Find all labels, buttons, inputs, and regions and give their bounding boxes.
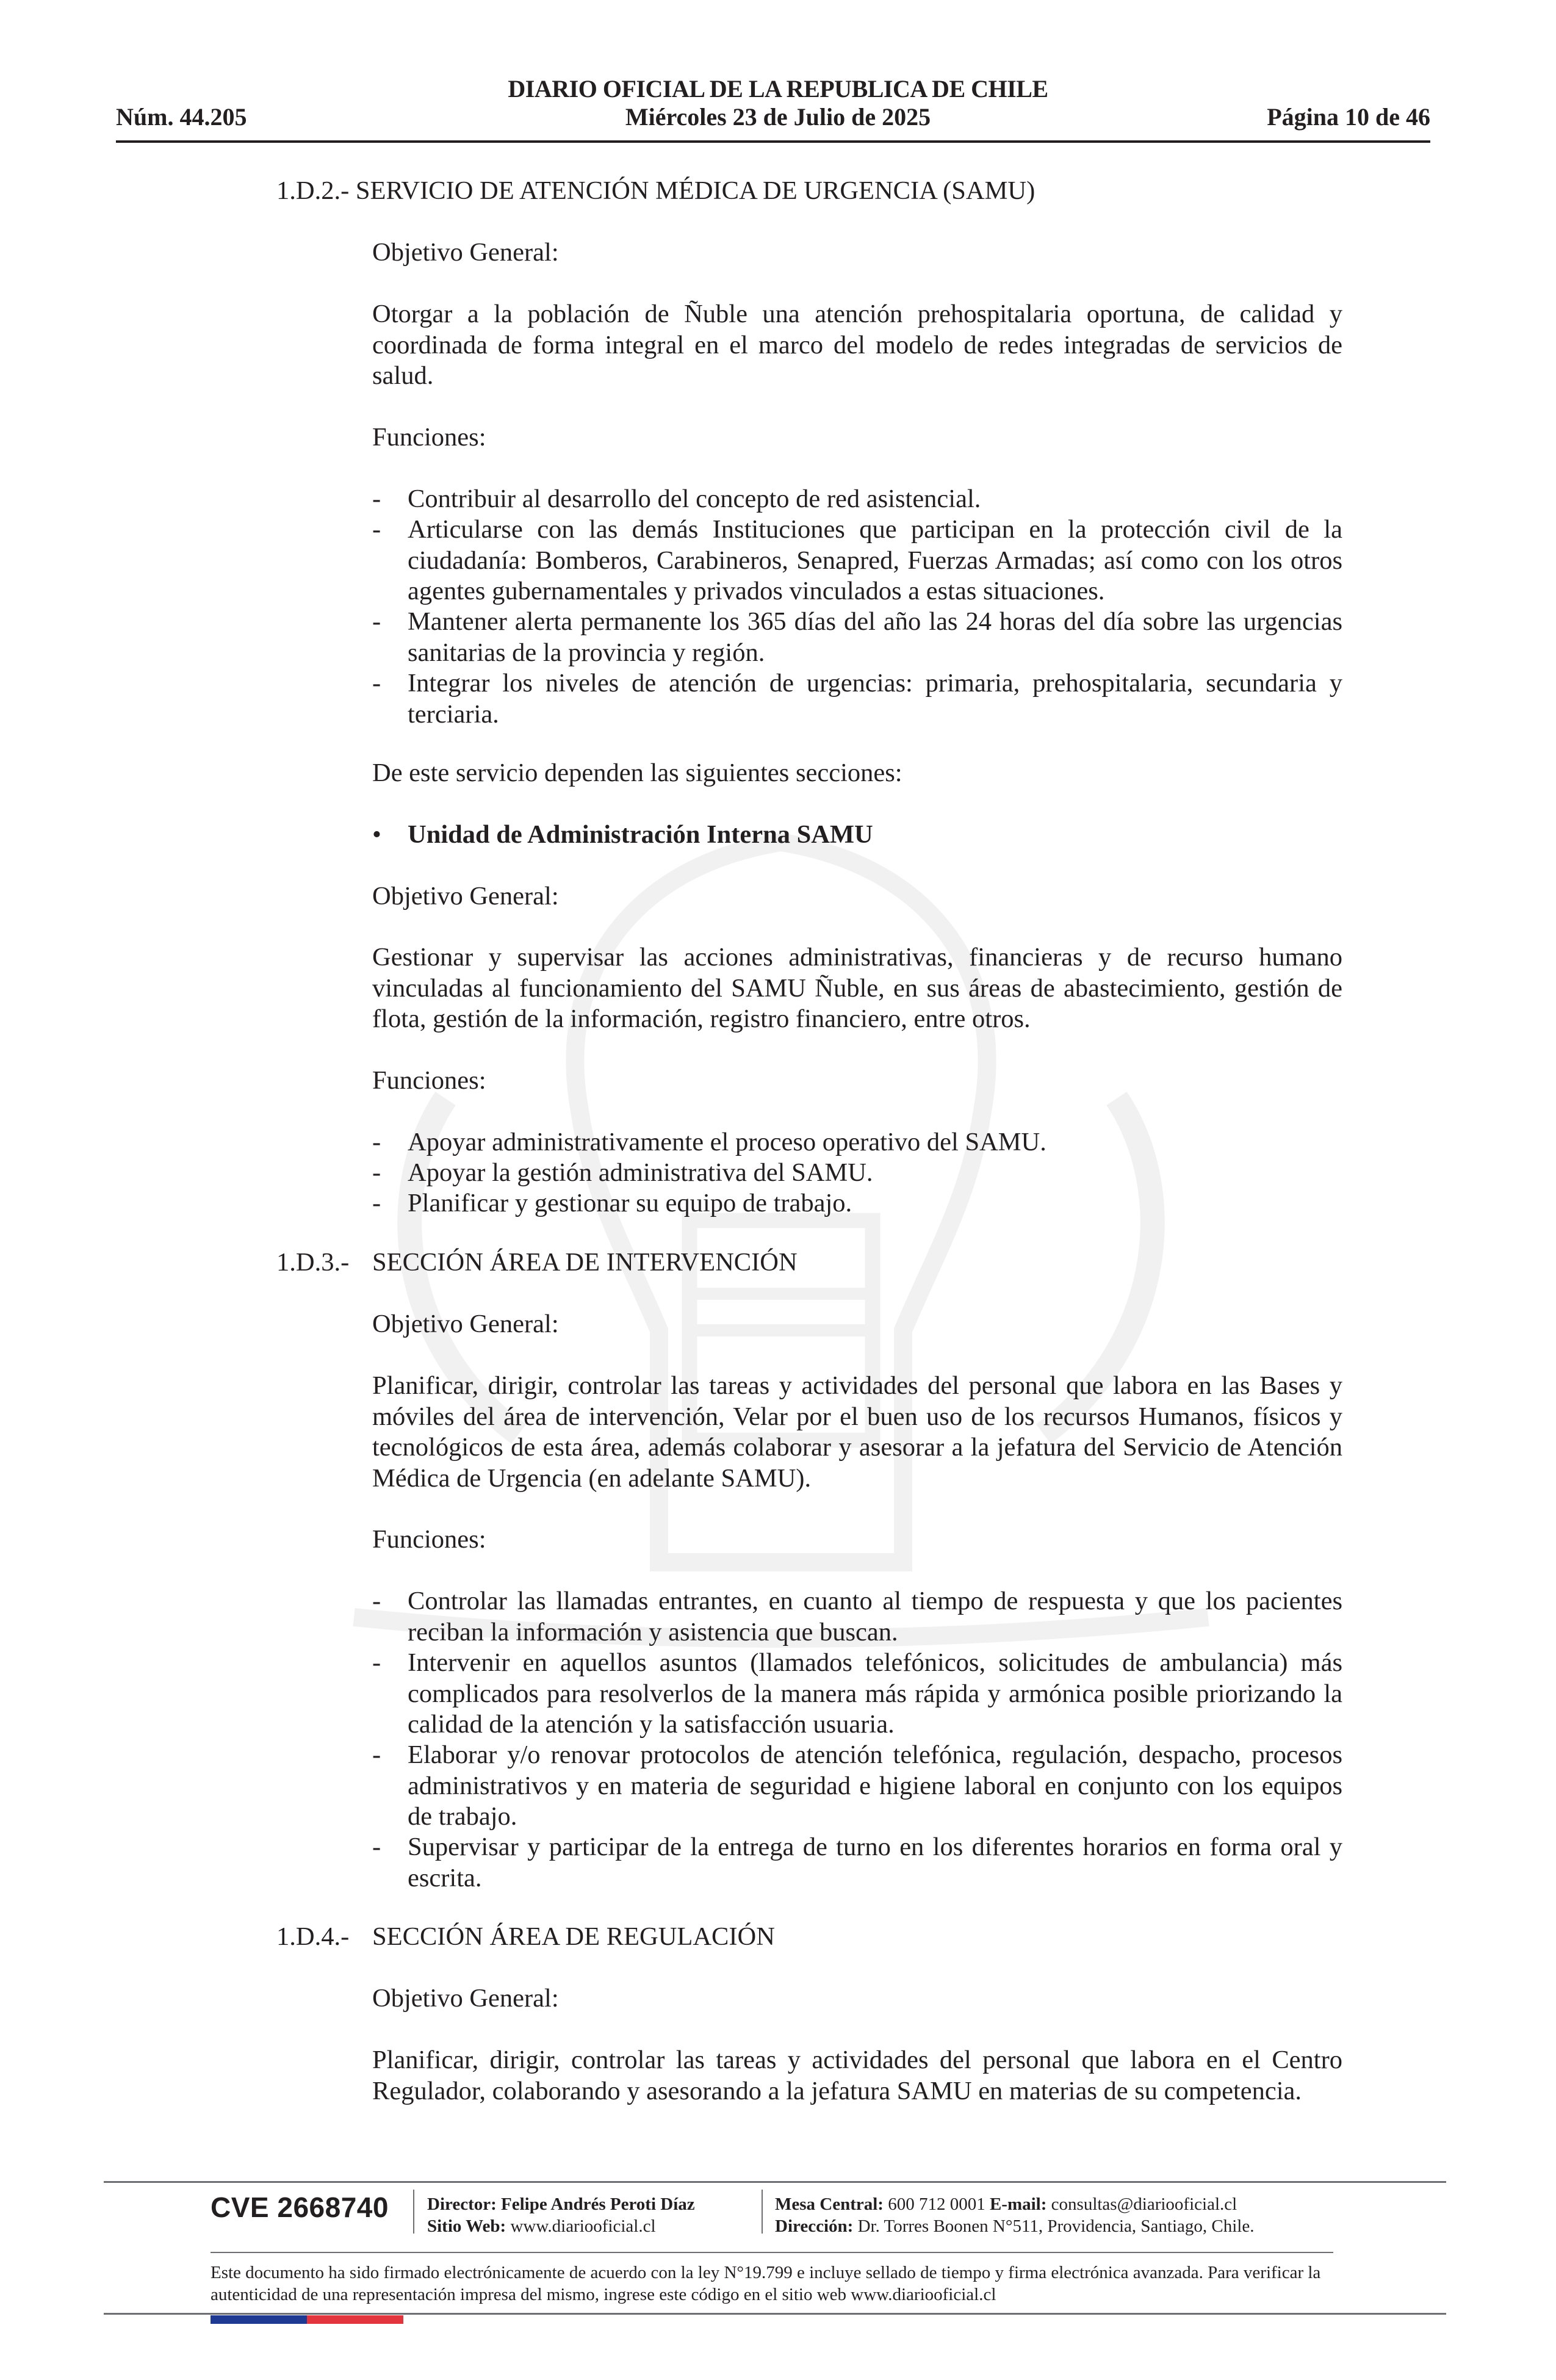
dependents-text: De este servicio dependen las siguientes secciones: xyxy=(372,759,902,787)
newspaper-title: DIARIO OFICIAL DE LA REPUBLICA DE CHILE xyxy=(508,75,1048,103)
website-link[interactable]: www.diariooficial.cl xyxy=(510,2216,656,2236)
issue-number: Núm. 44.205 xyxy=(116,103,247,131)
list-item: - Controlar las llamadas entrantes, en cuanto al tiempo de respuesta y que los pacientes reciban la información y asistencia que buscan. xyxy=(372,1587,1342,1646)
legal-notice: Este documento ha sido firmado electrónicamente de acuerdo con la ley N°19.799 e incluye sellado de tiempo y firma electrónica avanzada. Para verificar la autenticidad de una representación impresa del mismo, ingrese este código en el sitio web www.diariooficial.cl xyxy=(211,2263,1321,2304)
section-heading-regulacion: 1.D.4.- SECCIÓN ÁREA DE REGULACIÓN xyxy=(276,1922,775,1951)
objective-label: Objetivo General: xyxy=(372,1984,559,2013)
flag-stripe-blue xyxy=(211,2315,307,2324)
section-heading-samu: 1.D.2.- SERVICIO DE ATENCIÓN MÉDICA DE URGENCIA (SAMU) xyxy=(276,176,1036,205)
objective-text: Otorgar a la población de Ñuble una atención prehospitalaria oportuna, de calidad y coordinada de forma integral en el marco del modelo de redes integradas de servicios de salud. xyxy=(372,300,1342,390)
list-item: - Mantener alerta permanente los 365 días del año las 24 horas del día sobre las urgencias sanitarias de la provincia y región. xyxy=(372,607,1342,667)
footer-separator xyxy=(762,2190,763,2234)
footer-divider-bottom xyxy=(104,2313,1446,2315)
list-item: - Elaborar y/o renovar protocolos de atención telefónica, regulación, despacho, procesos administrativos y en materia de seguridad e higiene laboral en conjunto con los equipos de trabajo. xyxy=(372,1740,1342,1831)
page-number: Página 10 de 46 xyxy=(1267,103,1430,131)
flag-stripe-red xyxy=(307,2315,403,2324)
list-item: - Planificar y gestionar su equipo de trabajo. xyxy=(372,1189,852,1217)
list-item: - Supervisar y participar de la entrega de turno en los diferentes horarios en forma oral y escrita. xyxy=(372,1833,1342,1892)
email-link[interactable]: consultas@diariooficial.cl xyxy=(1051,2194,1237,2214)
objective-label: Objetivo General: xyxy=(372,882,559,911)
footer-divider-middle xyxy=(211,2252,1333,2253)
objective-text: Planificar, dirigir, controlar las tareas y actividades del personal que labora en el Centro Regulador, colaborando y asesorando a la jefatura SAMU en materias de su competencia. xyxy=(372,2046,1342,2105)
footer-director-info: Director: Felipe Andrés Peroti Díaz Sitio Web: www.diariooficial.cl xyxy=(427,2194,695,2236)
footer-separator xyxy=(413,2190,414,2234)
functions-label: Funciones: xyxy=(372,423,486,452)
footer-divider-top xyxy=(104,2181,1446,2183)
objective-text: Planificar, dirigir, controlar las tareas y actividades del personal que labora en las Bases y móviles del área de intervención, Velar por el buen uso de los recursos Humanos, físicos y tecnológicos de esta área, además colaborar y asesorar a la jefatura del Servicio de Atención Médica de Urgencia (en adelante SAMU). xyxy=(372,1371,1342,1493)
issue-date: Miércoles 23 de Julio de 2025 xyxy=(625,103,931,131)
functions-label: Funciones: xyxy=(372,1066,486,1095)
list-item: - Articularse con las demás Instituciones que participan en la protección civil de la ciudadanía: Bomberos, Carabineros, Senapred, Fuerzas Armadas; así como con los otros agentes gubernamentales y privados vinculados a estas situaciones. xyxy=(372,515,1342,605)
objective-label: Objetivo General: xyxy=(372,238,559,267)
list-item: - Integrar los niveles de atención de urgencias: primaria, prehospitalaria, secundaria y terciaria. xyxy=(372,669,1342,729)
cve-code: CVE 2668740 xyxy=(211,2191,389,2223)
objective-label: Objetivo General: xyxy=(372,1310,559,1338)
section-heading-intervencion: 1.D.3.- SECCIÓN ÁREA DE INTERVENCIÓN xyxy=(276,1248,798,1277)
bullet-icon: • xyxy=(372,820,381,849)
header-divider xyxy=(116,140,1430,143)
list-item: - Apoyar administrativamente el proceso operativo del SAMU. xyxy=(372,1128,1046,1156)
footer-contact-info: Mesa Central: 600 712 0001 E-mail: consultas@diariooficial.cl Dirección: Dr. Torres Boonen N°511, Providencia, Santiago, Chile. xyxy=(775,2194,1255,2236)
list-item: - Apoyar la gestión administrativa del SAMU. xyxy=(372,1158,873,1187)
functions-label: Funciones: xyxy=(372,1525,486,1554)
objective-text: Gestionar y supervisar las acciones administrativas, financieras y de recurso humano vinculadas al funcionamiento del SAMU Ñuble, en sus áreas de abastecimiento, gestión de flota, gestión de la información, registro financiero, entre otros. xyxy=(372,943,1342,1033)
unit-heading: • Unidad de Administración Interna SAMU xyxy=(372,820,873,851)
list-item: - Intervenir en aquellos asuntos (llamados telefónicos, solicitudes de ambulancia) más complicados para resolverlos de la manera más rápida y armónica posible priorizando la calidad de la atención y la satisfacción usuaria. xyxy=(372,1648,1342,1739)
list-item: - Contribuir al desarrollo del concepto de red asistencial. xyxy=(372,485,981,513)
